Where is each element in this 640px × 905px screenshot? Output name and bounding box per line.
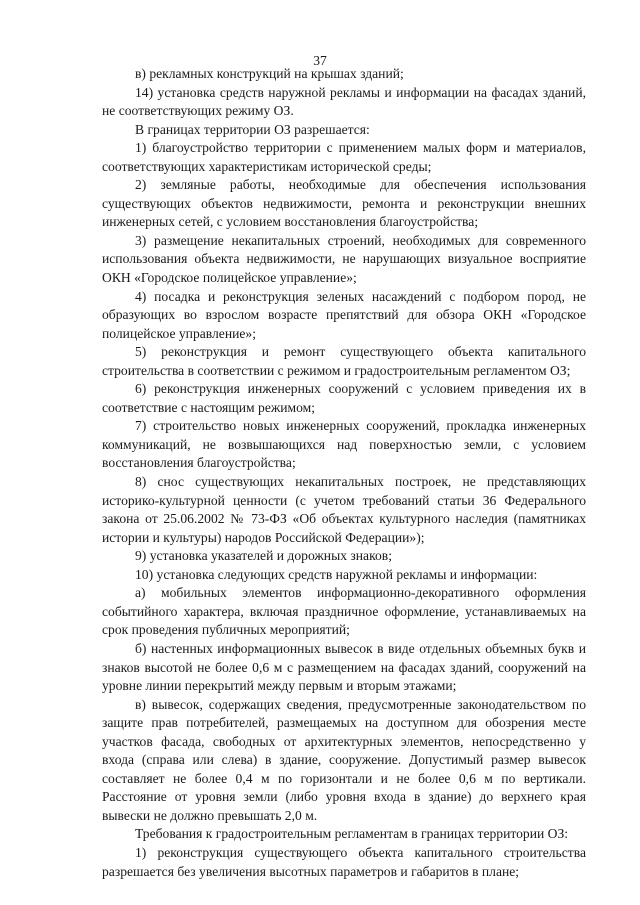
- paragraph-permitted-5: 5) реконструкция и ремонт существующего объекта капитального строительства в соответствии с режимом и градостроительным регламентом ОЗ;: [102, 344, 586, 378]
- paragraph-permitted-heading: В границах территории ОЗ разрешается:: [135, 121, 370, 137]
- paragraph-regulations-1: 1) реконструкция существующего объекта капитального строительства разрешается без увеличения высотных параметров и габаритов в плане;: [102, 844, 586, 879]
- paragraph-permitted-1: 1) благоустройство территории с применением малых форм и материалов, соответствующих характеристикам исторической среды;: [102, 140, 586, 174]
- paragraph-permitted-8: 8) снос существующих некапитальных построек, не представляющих историко-культурной ценности (с учетом требований статьи 36 Федерального закона от 25.06.2002 № 73-ФЗ «Об объектах культурного наследия (памятниках истории и культуры) народов Российской Федерации»);: [102, 474, 586, 545]
- paragraph-permitted-7: 7) строительство новых инженерных сооружений, прокладка инженерных коммуникаций, не возвышающихся над поверхностью земли, с условием восстановления благоустройства;: [102, 418, 586, 471]
- document-body: [102, 65, 586, 881]
- paragraph-permitted-6: 6) реконструкция инженерных сооружений с условием приведения их в соответствие с настоящим режимом;: [102, 381, 586, 415]
- paragraph-subitem-a: а) мобильных элементов информационно-декоративного оформления событийного характера, включая праздничное оформление, устанавливаемых на срок проведения публичных мероприятий;: [102, 585, 586, 638]
- paragraph-permitted-10: 10) установка следующих средств наружной рекламы и информации:: [135, 566, 538, 582]
- paragraph-subitem-b: б) настенных информационных вывесок в виде отдельных объемных букв и знаков высотой не более 0,6 м с размещением на фасадах зданий, сооружений на уровне линии перекрытий между первым и вторым этажами;: [102, 640, 586, 694]
- page-number: 37: [313, 53, 327, 68]
- paragraph-permitted-3: 3) размещение некапитальных строений, необходимых для современного использования объекта недвижимости, не нарушающих визуальное восприятие ОКН «Городское полицейское управление»;: [102, 232, 586, 286]
- paragraph-item-14: 14) установка средств наружной рекламы и информации на фасадах зданий, не соответствующих режиму ОЗ.: [102, 84, 586, 119]
- paragraph-permitted-4: 4) посадка и реконструкция зеленых насаждений с подбором пород, не образующих во взрослом возрасте препятствий для обзора ОКН «Городское полицейское управление»;: [102, 288, 586, 341]
- paragraph-item-v-rooftop: в) рекламных конструкций на крышах зданий;: [135, 66, 404, 81]
- paragraph-permitted-9: 9) установка указателей и дорожных знаков;: [135, 548, 392, 564]
- paragraph-regulations-heading: Требования к градостроительным регламентам в границах территории ОЗ:: [135, 826, 569, 842]
- paragraph-permitted-2: 2) земляные работы, необходимые для обеспечения использования существующих объектов недвижимости, ремонта и реконструкции внешних инженерных сетей, с условием восстановления благоустройства;: [102, 177, 586, 230]
- paragraph-subitem-v: в) вывесок, содержащих сведения, предусмотренные законодательством по защите прав потребителей, размещаемых на доступном для обозрения месте участков фасада, свободных от архитектурных элементов, непосредственно у входа (справа или слева) в здание, сооружение. Допустимый размер вывесок составляет не более 0,4 м по горизонтали и не более 0,6 м по вертикали. Расстояние от уровня земли (либо уровня входа в здание) до верхнего края вывески не должно превышать 2,0 м.: [102, 696, 586, 823]
